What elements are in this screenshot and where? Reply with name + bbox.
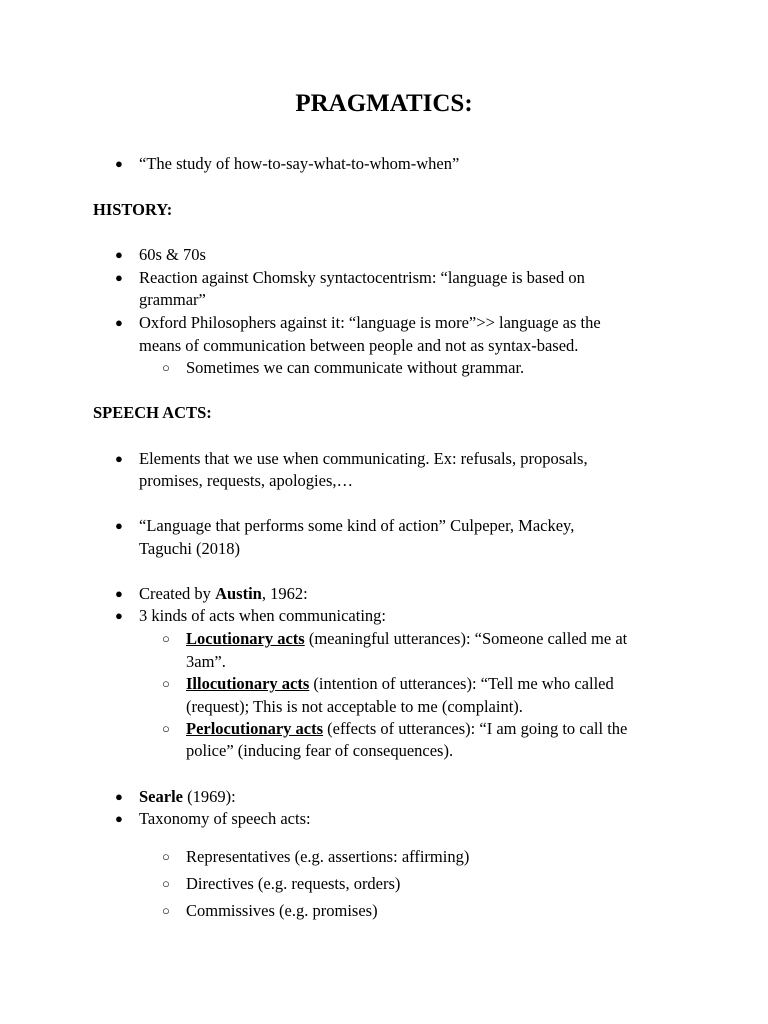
locutionary-line-2: 3am”. (186, 652, 226, 671)
definition-text: “The study of how-to-say-what-to-whom-when” (139, 154, 460, 173)
bullet-icon: ● (115, 789, 123, 804)
item-3-suffix: , 1962: (261, 584, 308, 603)
sub-bullet-icon: ○ (162, 849, 170, 864)
sub-bullet-icon: ○ (162, 721, 170, 736)
speech-acts-heading: SPEECH ACTS: (93, 403, 212, 422)
perlocutionary-desc: (effects of utterances): “I am going to call the (323, 719, 628, 738)
speech-acts-item-3 (139, 583, 308, 605)
bullet-icon: ● (115, 586, 123, 601)
speech-acts-item-5 (139, 786, 236, 808)
bullet-icon: ● (115, 608, 123, 623)
sub-bullet-icon: ○ (162, 903, 170, 918)
sub-bullet-icon: ○ (162, 631, 170, 646)
history-sub-item-1: Sometimes we can communicate without grammar. (186, 358, 525, 377)
bullet-icon: ● (115, 811, 123, 826)
bullet-icon: ● (115, 315, 123, 330)
searle-name: Searle (139, 787, 183, 806)
perlocutionary-line-2: police” (inducing fear of consequences). (186, 741, 454, 760)
history-item-2-line-1: Reaction against Chomsky syntactocentrism: “language is based on (139, 268, 585, 287)
speech-acts-item-1-line-2: promises, requests, apologies,… (139, 471, 354, 490)
locutionary-desc: (meaningful utterances): “Someone called me at (304, 629, 628, 648)
sub-bullet-icon: ○ (162, 876, 170, 891)
austin-name: Austin (215, 584, 262, 603)
locutionary-line-1 (186, 628, 627, 650)
locutionary-term: Locutionary acts (186, 629, 305, 648)
history-item-3-line-1: Oxford Philosophers against it: “language is more”>> language as the (139, 313, 601, 332)
item-5-suffix: (1969): (182, 787, 236, 806)
bullet-icon: ● (115, 451, 123, 466)
speech-acts-item-6: Taxonomy of speech acts: (139, 809, 311, 828)
taxonomy-item-3: Commissives (e.g. promises) (186, 901, 378, 920)
bullet-icon: ● (115, 270, 123, 285)
speech-acts-item-4: 3 kinds of acts when communicating: (139, 606, 386, 625)
sub-bullet-icon: ○ (162, 676, 170, 691)
taxonomy-item-2: Directives (e.g. requests, orders) (186, 874, 401, 893)
item-3-prefix: Created by (139, 584, 216, 603)
page-title: PRAGMATICS: (295, 90, 473, 117)
bullet-icon: ● (115, 247, 123, 262)
speech-acts-item-1-line-1: Elements that we use when communicating. Ex: refusals, proposals, (139, 449, 588, 468)
illocutionary-term: Illocutionary acts (186, 674, 310, 693)
history-item-2-line-2: grammar” (139, 290, 206, 309)
history-item-1: 60s & 70s (139, 245, 206, 264)
perlocutionary-line-1 (186, 718, 627, 740)
illocutionary-line-1 (186, 673, 614, 695)
perlocutionary-term: Perlocutionary acts (186, 719, 324, 738)
bullet-icon: ● (115, 518, 123, 533)
illocutionary-desc: (intention of utterances): “Tell me who called (309, 674, 614, 693)
illocutionary-line-2: (request); This is not acceptable to me (complaint). (186, 697, 523, 716)
sub-bullet-icon: ○ (162, 360, 170, 375)
history-heading: HISTORY: (93, 200, 173, 219)
history-item-3-line-2: means of communication between people and not as syntax-based. (139, 336, 579, 355)
speech-acts-item-2-line-2: Taguchi (2018) (139, 539, 241, 558)
taxonomy-item-1: Representatives (e.g. assertions: affirming) (186, 847, 470, 866)
speech-acts-item-2-line-1: “Language that performs some kind of action” Culpeper, Mackey, (139, 516, 575, 535)
bullet-icon: ● (115, 156, 123, 171)
